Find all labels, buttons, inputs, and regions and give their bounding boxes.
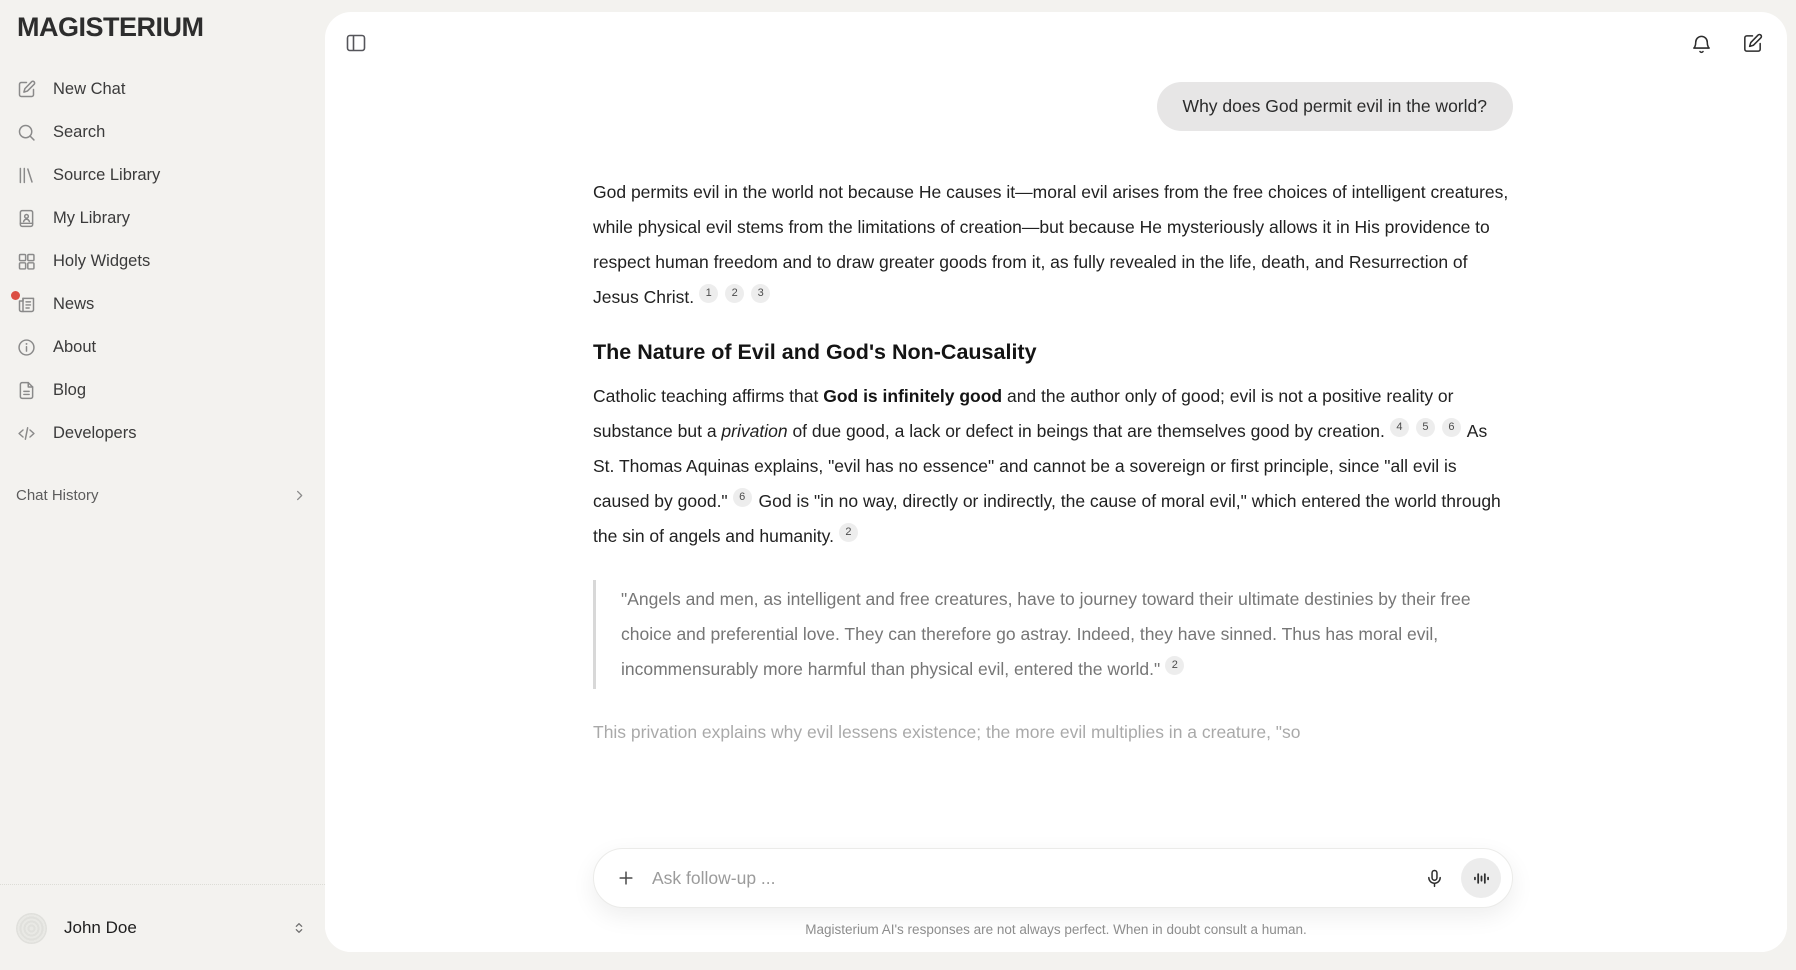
chat-history-toggle[interactable] xyxy=(0,480,325,510)
sidebar-item-label: My Library xyxy=(53,209,131,227)
sidebar-item-label: Blog xyxy=(53,381,87,399)
new-chat-button[interactable] xyxy=(1741,31,1765,55)
sidebar-toggle-button[interactable] xyxy=(344,31,368,55)
sidebar-item-new-chat[interactable] xyxy=(0,68,325,111)
assistant-paragraph-clipped: This privation explains why evil lessens existence; the more evil multiplies in a creature, "so xyxy=(593,722,1301,742)
voice-waveform-icon xyxy=(1471,868,1492,889)
assistant-paragraph: God permits evil in the world not because He causes it—moral evil arises from the free choices of intelligent creatures, while physical evil stems from the limitations of creation—but because He mysteriously allows it in His providence to respect human freedom and to draw greater goods from it, as fully revealed in the life, death, and Resurrection of Jesus Christ. 1 2 3 xyxy=(593,182,1509,307)
new-chat-icon xyxy=(16,79,37,100)
sidebar-item-developers[interactable] xyxy=(0,412,325,455)
citation-chip[interactable]: 3 xyxy=(751,284,770,303)
attach-button[interactable] xyxy=(616,868,636,888)
news-icon xyxy=(16,294,37,315)
chat-panel xyxy=(325,12,1787,952)
chat-history-label: Chat History xyxy=(16,486,99,504)
widgets-icon xyxy=(16,251,37,272)
sidebar-item-search[interactable] xyxy=(0,111,325,154)
about-icon xyxy=(16,337,37,358)
sidebar-item-label: New Chat xyxy=(53,80,126,98)
sidebar xyxy=(0,0,325,970)
panel-toggle-icon xyxy=(344,31,368,55)
citation-chip[interactable]: 5 xyxy=(1416,418,1435,437)
chevrons-up-down-icon xyxy=(291,920,307,936)
italic-text: privation xyxy=(721,421,788,441)
source-library-icon xyxy=(16,165,37,186)
sidebar-item-label: Source Library xyxy=(53,166,161,184)
sidebar-item-source-library[interactable] xyxy=(0,154,325,197)
sidebar-item-label: Holy Widgets xyxy=(53,252,151,270)
disclaimer-text: Magisterium AI's responses are not always perfect. When in doubt consult a human. xyxy=(805,922,1307,937)
developers-icon xyxy=(16,423,37,444)
citation-chip[interactable]: 2 xyxy=(1165,656,1184,675)
compose-icon xyxy=(1741,32,1765,55)
user-menu[interactable] xyxy=(0,907,325,949)
bell-icon xyxy=(1690,33,1714,56)
chat-thread xyxy=(593,12,1513,763)
sidebar-item-label: Developers xyxy=(53,424,137,442)
citation-chip[interactable]: 6 xyxy=(733,488,752,507)
voice-mode-button[interactable] xyxy=(1461,858,1501,898)
mic-icon[interactable] xyxy=(1424,868,1445,889)
sidebar-item-about[interactable] xyxy=(0,326,325,369)
user-name: John Doe xyxy=(64,918,137,937)
user-message-row xyxy=(593,82,1513,131)
composer xyxy=(593,848,1513,908)
bold-text: God is infinitely good xyxy=(823,386,1003,406)
sidebar-item-blog[interactable] xyxy=(0,369,325,412)
sidebar-item-holy-widgets[interactable] xyxy=(0,240,325,283)
citation-chip[interactable]: 2 xyxy=(839,523,858,542)
news-unread-badge xyxy=(11,291,20,300)
sidebar-item-my-library[interactable] xyxy=(0,197,325,240)
my-library-icon xyxy=(16,208,37,229)
sidebar-item-news[interactable] xyxy=(0,283,325,326)
citation-chip[interactable]: 2 xyxy=(725,284,744,303)
sidebar-item-label: Search xyxy=(53,123,106,141)
chevron-right-icon xyxy=(292,488,307,503)
follow-up-input[interactable] xyxy=(652,868,1424,889)
sidebar-footer xyxy=(0,884,325,970)
notifications-button[interactable] xyxy=(1690,32,1714,56)
section-heading: The Nature of Evil and God's Non-Causality xyxy=(593,340,1037,364)
sidebar-item-label: About xyxy=(53,338,97,356)
app-logo: MAGISTERIUM xyxy=(17,12,204,42)
sidebar-item-label: News xyxy=(53,295,95,313)
sidebar-nav xyxy=(0,68,325,455)
assistant-paragraph: Catholic teaching affirms that God is infinitely good and the author only of good; evil is not a positive reality or substance but a privation of due good, a lack or defect in beings that are themselves good by creation. 4 5 6 As St. Thomas Aquinas explains, "evil has no essence" and cannot be a sovereign or first principle, since "all evil is caused by good." 6 God is "in no way, directly or indirectly, the cause of moral evil," which entered the world through the sin of angels and humanity. 2 xyxy=(593,386,1501,546)
search-icon xyxy=(16,122,37,143)
assistant-quote: "Angels and men, as intelligent and free creatures, have to journey toward their ultimate destinies by their free choice and preferential love. They can therefore go astray. Indeed, they have sinned. Thus has moral evil, incommensurably more harmful than physical evil, entered the world." 2 xyxy=(593,580,1513,689)
citation-chip[interactable]: 1 xyxy=(699,284,718,303)
citation-chip[interactable]: 6 xyxy=(1442,418,1461,437)
blog-icon xyxy=(16,380,37,401)
citation-chip[interactable]: 4 xyxy=(1390,418,1409,437)
assistant-message xyxy=(593,175,1513,749)
user-message-bubble: Why does God permit evil in the world? xyxy=(1157,82,1513,131)
avatar xyxy=(16,913,47,944)
